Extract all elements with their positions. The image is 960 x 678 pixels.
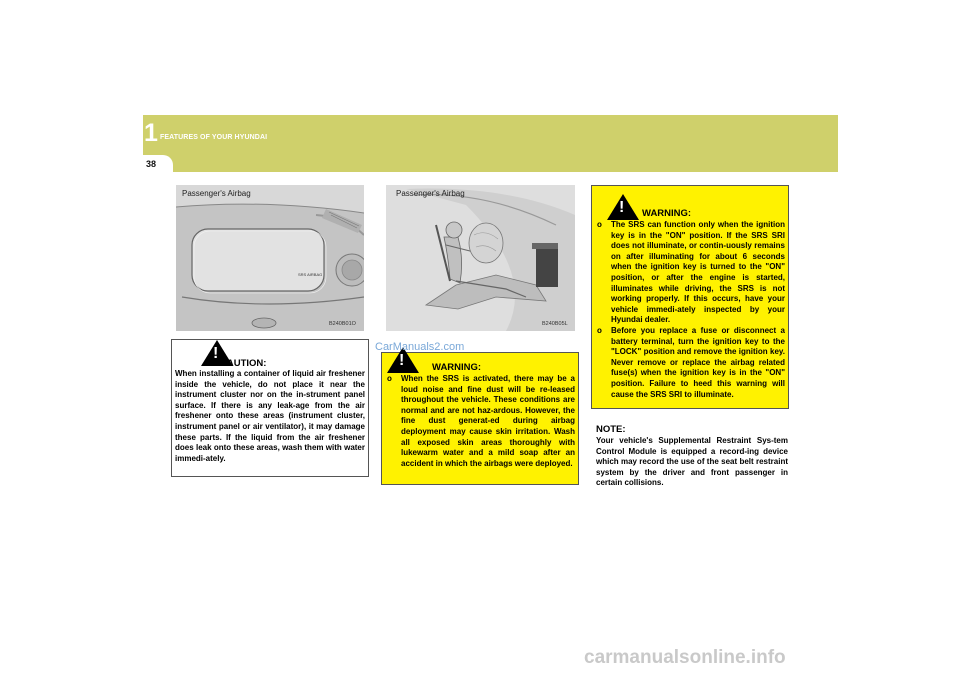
warning-triangle-icon: ! bbox=[387, 347, 419, 373]
warning-box-right bbox=[591, 185, 789, 409]
passenger-airbag-figure-middle bbox=[386, 185, 575, 331]
bullet-marker: o bbox=[387, 374, 392, 383]
figure-code-left: B240B01O bbox=[329, 321, 356, 327]
header-band bbox=[143, 115, 838, 172]
warning-box-middle bbox=[381, 352, 579, 485]
dashboard-illustration bbox=[176, 185, 364, 331]
list-item bbox=[597, 220, 785, 326]
bullet-marker: o bbox=[597, 325, 602, 335]
bullet-text: When the SRS is activated, there may be a loud noise and fine dust will be re-leased throughout the vehicle. These conditions are normal and are not haz-ardous. However, the fine dust generat-ed during airbag deployment may cause skin irritation. Wash all exposed skin areas thoroughly with lukewarm water and a mild soap after an accident in which the airbags were deployed. bbox=[401, 374, 575, 468]
page-number: 38 bbox=[146, 159, 157, 169]
warning-body-middle bbox=[387, 374, 575, 469]
caution-box bbox=[171, 339, 369, 477]
chapter-number: 1 bbox=[144, 119, 158, 147]
list-item bbox=[597, 326, 785, 400]
figure-caption-middle: Passenger's Airbag bbox=[396, 189, 465, 198]
airbag-emblem-label: SRS AIRBAG bbox=[298, 272, 323, 277]
warning-heading-right: WARNING: bbox=[642, 208, 692, 219]
caution-body: When installing a container of liquid air freshener inside the vehicle, do not place it near the instrument cluster nor on the in-strument panel surface. If there is any leak-age from the air freshener onto these areas (instrument cluster, instrument panel or air ventilator), it may damage these parts. If the liquid from the air freshener does leak onto these areas, wash them with water immedi-ately. bbox=[175, 369, 365, 463]
chapter-title: FEATURES OF YOUR HYUNDAI bbox=[160, 134, 268, 141]
bullet-text: The SRS can function only when the ignition key is in the "ON" position. If the SRS SRI does not illuminate, or contin-uously remains on after illuminating for about 6 seconds when the ignition key is turned to the "ON" position, or after the engine is started, illuminates while driving, the SRS is not working properly. If this occurs, have your vehicle immedi-ately inspected by your Hyundai dealer. bbox=[611, 220, 785, 325]
bullet-text: Before you replace a fuse or disconnect a battery terminal, turn the ignition key to the "LOCK" position and remove the ignition key. Never remove or replace the airbag related fuse(s) when the ignition key is in the "ON" position. Failure to heed this warning will cause the SRS SRI to illuminate. bbox=[611, 325, 785, 399]
list-item bbox=[387, 374, 575, 469]
warning-triangle-icon: ! bbox=[201, 340, 233, 366]
warning-body-right bbox=[597, 220, 785, 400]
airbag-deployment-illustration bbox=[386, 185, 575, 331]
figure-code-middle: B240B05L bbox=[542, 321, 568, 327]
note-body: Your vehicle's Supplemental Restraint Sys-tem Control Module is equipped a record-ing device which may record the use of the seat belt restraint system by the driver and front passenger in certain collisions. bbox=[596, 436, 788, 488]
watermark-top[interactable]: CarManuals2.com bbox=[375, 341, 465, 353]
caution-heading: CAUTION: bbox=[220, 358, 267, 369]
warning-heading-middle: WARNING: bbox=[432, 362, 482, 373]
note-title: NOTE: bbox=[596, 424, 626, 435]
figure-caption-left: Passenger's Airbag bbox=[182, 189, 251, 198]
watermark-bottom: carmanualsonline.info bbox=[584, 647, 786, 668]
passenger-airbag-figure-left bbox=[176, 185, 364, 331]
bullet-marker: o bbox=[597, 220, 602, 229]
warning-triangle-icon: ! bbox=[607, 194, 639, 220]
